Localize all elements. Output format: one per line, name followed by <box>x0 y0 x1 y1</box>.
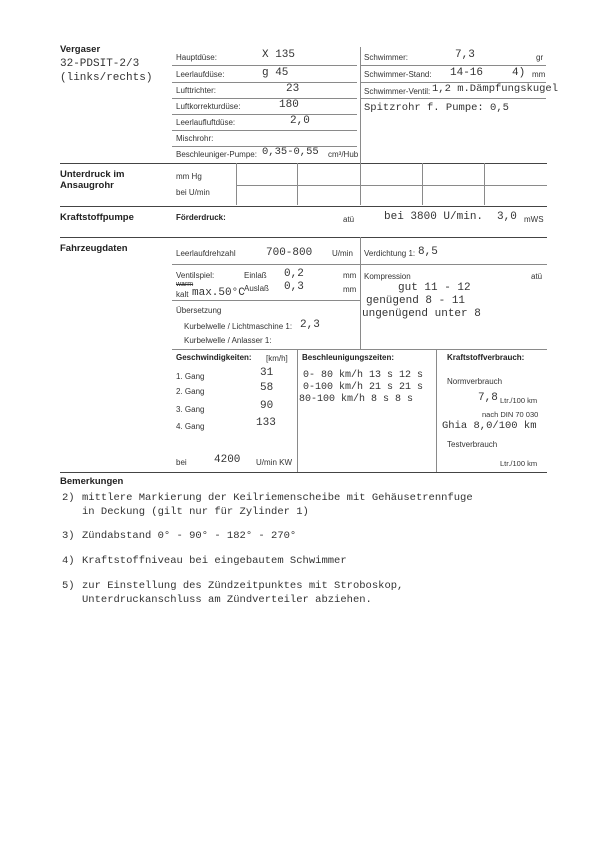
beschleunigung-row-2: 0-100 km/h 21 s 21 s <box>303 382 424 393</box>
kalt-label: kalt <box>176 290 189 299</box>
leerlaufdrehzahl-value: 700-800 <box>266 247 313 259</box>
bemerkung-5-num: 5) <box>62 580 75 592</box>
unterdruck-title-1: Unterdruck im <box>60 169 125 180</box>
schwimmer-stand-value: 14-16 <box>450 67 484 79</box>
gang-1-label: 1. Gang <box>176 372 205 381</box>
auslass-unit: mm <box>343 285 357 294</box>
bemerkung-2-line1: mittlere Markierung der Keilriemenscheibe mit Gehäusetrennfuge <box>82 492 473 504</box>
ghia-verbrauch: Ghia 8,0/100 km <box>442 420 537 432</box>
bemerkung-5-line2: Unterdruckanschluss am Zündverteiler abziehen. <box>82 594 372 606</box>
unterdruck-bei-umin: bei U/min <box>176 188 210 197</box>
bemerkung-2-line2: in Deckung (gilt nur für Zylinder 1) <box>82 506 309 518</box>
bemerkung-4-num: 4) <box>62 555 75 567</box>
beschleuniger-unit: cm³/Hub <box>328 150 359 159</box>
lufttrichter-value: 23 <box>286 83 300 95</box>
foerderdruck-label: Förderdruck: <box>176 213 226 222</box>
beschleuniger-label: Beschleuniger-Pumpe: <box>176 150 257 159</box>
schwimmer-value: 7,3 <box>455 49 475 61</box>
kompression-genuegend: genügend 8 - 11 <box>366 295 466 307</box>
lufttrichter-label: Lufttrichter: <box>176 86 217 95</box>
normverbrauch-value: 7,8 <box>478 392 498 404</box>
normverbrauch-label: Normverbrauch <box>447 377 503 386</box>
hauptduese-label: Hauptdüse: <box>176 53 217 62</box>
bemerkungen-title: Bemerkungen <box>60 476 124 487</box>
geschwindigkeiten-unit: [km/h] <box>266 354 288 363</box>
verdichtung-label: Verdichtung 1: <box>364 249 416 258</box>
gang-2-value: 58 <box>260 382 274 394</box>
gang-3-label: 3. Gang <box>176 405 205 414</box>
hauptduese-value: X 135 <box>262 49 296 61</box>
leerlaufluftduese-value: 2,0 <box>290 115 310 127</box>
geschwindigkeit-rpm: 4200 <box>214 454 241 466</box>
geschwindigkeit-rpm-unit: U/min KW <box>256 458 292 467</box>
kurbel-licht-value: 2,3 <box>300 319 320 331</box>
auslass-value: 0,3 <box>284 281 304 293</box>
schwimmer-label: Schwimmer: <box>364 53 409 62</box>
kraftstoffpumpe-title: Kraftstoffpumpe <box>60 212 134 223</box>
leerlaufduese-value: g 45 <box>262 67 289 79</box>
luftkorrekturduese-value: 180 <box>279 99 299 111</box>
normverbrauch-unit: Ltr./100 km <box>500 396 538 405</box>
schwimmer-ventil-value: 1,2 m.Dämpfungskugel <box>432 83 559 95</box>
spritzrohr-note: Spitzrohr f. Pumpe: 0,5 <box>364 102 509 114</box>
uebersetzung-label: Übersetzung <box>176 306 222 315</box>
kurbel-anlasser-label: Kurbelwelle / Anlasser 1: <box>184 336 272 345</box>
schwimmer-stand-ref: 4) <box>512 67 526 79</box>
testverbrauch-unit: Ltr./100 km <box>500 459 538 468</box>
beschleunigung-row-3: 80-100 km/h 8 s 8 s <box>299 394 414 405</box>
vergaser-title: Vergaser <box>60 44 101 55</box>
luftkorrekturduese-label: Luftkorrekturdüse: <box>176 102 241 111</box>
din-norm: nach DIN 70 030 <box>482 410 539 419</box>
leerlaufdrehzahl-label: Leerlaufdrehzahl <box>176 249 236 258</box>
kompression-gut: gut 11 - 12 <box>398 282 471 294</box>
verdichtung-value: 8,5 <box>418 246 438 258</box>
unterdruck-title-2: Ansaugrohr <box>60 180 114 191</box>
foerderdruck-atue: atü <box>343 215 355 224</box>
foerderdruck-value2-unit: mWS <box>524 215 544 224</box>
bemerkung-2-num: 2) <box>62 492 75 504</box>
einlass-value: 0,2 <box>284 268 304 280</box>
bemerkung-4-line1: Kraftstoffniveau bei eingebautem Schwimmer <box>82 555 347 567</box>
beschleuniger-value: 0,35-0,55 <box>262 146 319 158</box>
beschleunigung-title: Beschleunigungszeiten: <box>302 353 395 362</box>
schwimmer-unit: gr <box>536 53 544 62</box>
foerderdruck-value: bei 3800 U/min. <box>384 211 484 223</box>
beschleunigung-row-1: 0- 80 km/h 13 s 12 s <box>303 370 424 381</box>
geschwindigkeit-bei: bei <box>176 458 187 467</box>
vergaser-side: (links/rechts) <box>60 72 153 84</box>
bemerkung-5-line1: zur Einstellung des Zündzeitpunktes mit Stroboskop, <box>82 580 404 592</box>
gang-4-label: 4. Gang <box>176 422 205 431</box>
gang-1-value: 31 <box>260 367 274 379</box>
warm-label: warm <box>176 281 194 288</box>
fahrzeugdaten-title: Fahrzeugdaten <box>60 243 128 254</box>
vergaser-model: 32-PDSIT-2/3 <box>60 58 140 70</box>
schwimmer-stand-unit: mm <box>532 70 546 79</box>
foerderdruck-value2: 3,0 <box>497 211 517 223</box>
leerlaufdrehzahl-unit: U/min <box>332 249 353 258</box>
kompression-unit: atü <box>531 272 543 281</box>
schwimmer-stand-label: Schwimmer-Stand: <box>364 70 432 79</box>
einlass-unit: mm <box>343 271 357 280</box>
leerlaufluftduese-label: Leerlaufluftdüse: <box>176 118 236 127</box>
gang-2-label: 2. Gang <box>176 387 205 396</box>
geschwindigkeiten-title: Geschwindigkeiten: <box>176 353 252 362</box>
kurbel-licht-label: Kurbelwelle / Lichtmaschine 1: <box>184 322 293 331</box>
ventilspiel-label: Ventilspiel: <box>176 271 215 280</box>
verbrauch-title: Kraftstoffverbrauch: <box>447 353 525 362</box>
gang-3-value: 90 <box>260 400 274 412</box>
mischrohr-label: Mischrohr: <box>176 134 214 143</box>
bemerkung-3-num: 3) <box>62 530 75 542</box>
kompression-label: Kompression <box>364 272 411 281</box>
schwimmer-ventil-label: Schwimmer-Ventil: <box>364 87 431 96</box>
einlass-label: Einlaß <box>244 271 267 280</box>
testverbrauch-label: Testverbrauch <box>447 440 498 449</box>
unterdruck-mmhg: mm Hg <box>176 172 202 181</box>
gang-4-value: 133 <box>256 417 276 429</box>
bemerkung-3-line1: Zündabstand 0° - 90° - 182° - 270° <box>82 530 297 542</box>
kalt-value: max.50°C <box>192 287 245 299</box>
leerlaufduese-label: Leerlaufdüse: <box>176 70 225 79</box>
auslass-label: Auslaß <box>244 284 269 293</box>
kompression-ungenuegend: ungenügend unter 8 <box>362 308 481 320</box>
